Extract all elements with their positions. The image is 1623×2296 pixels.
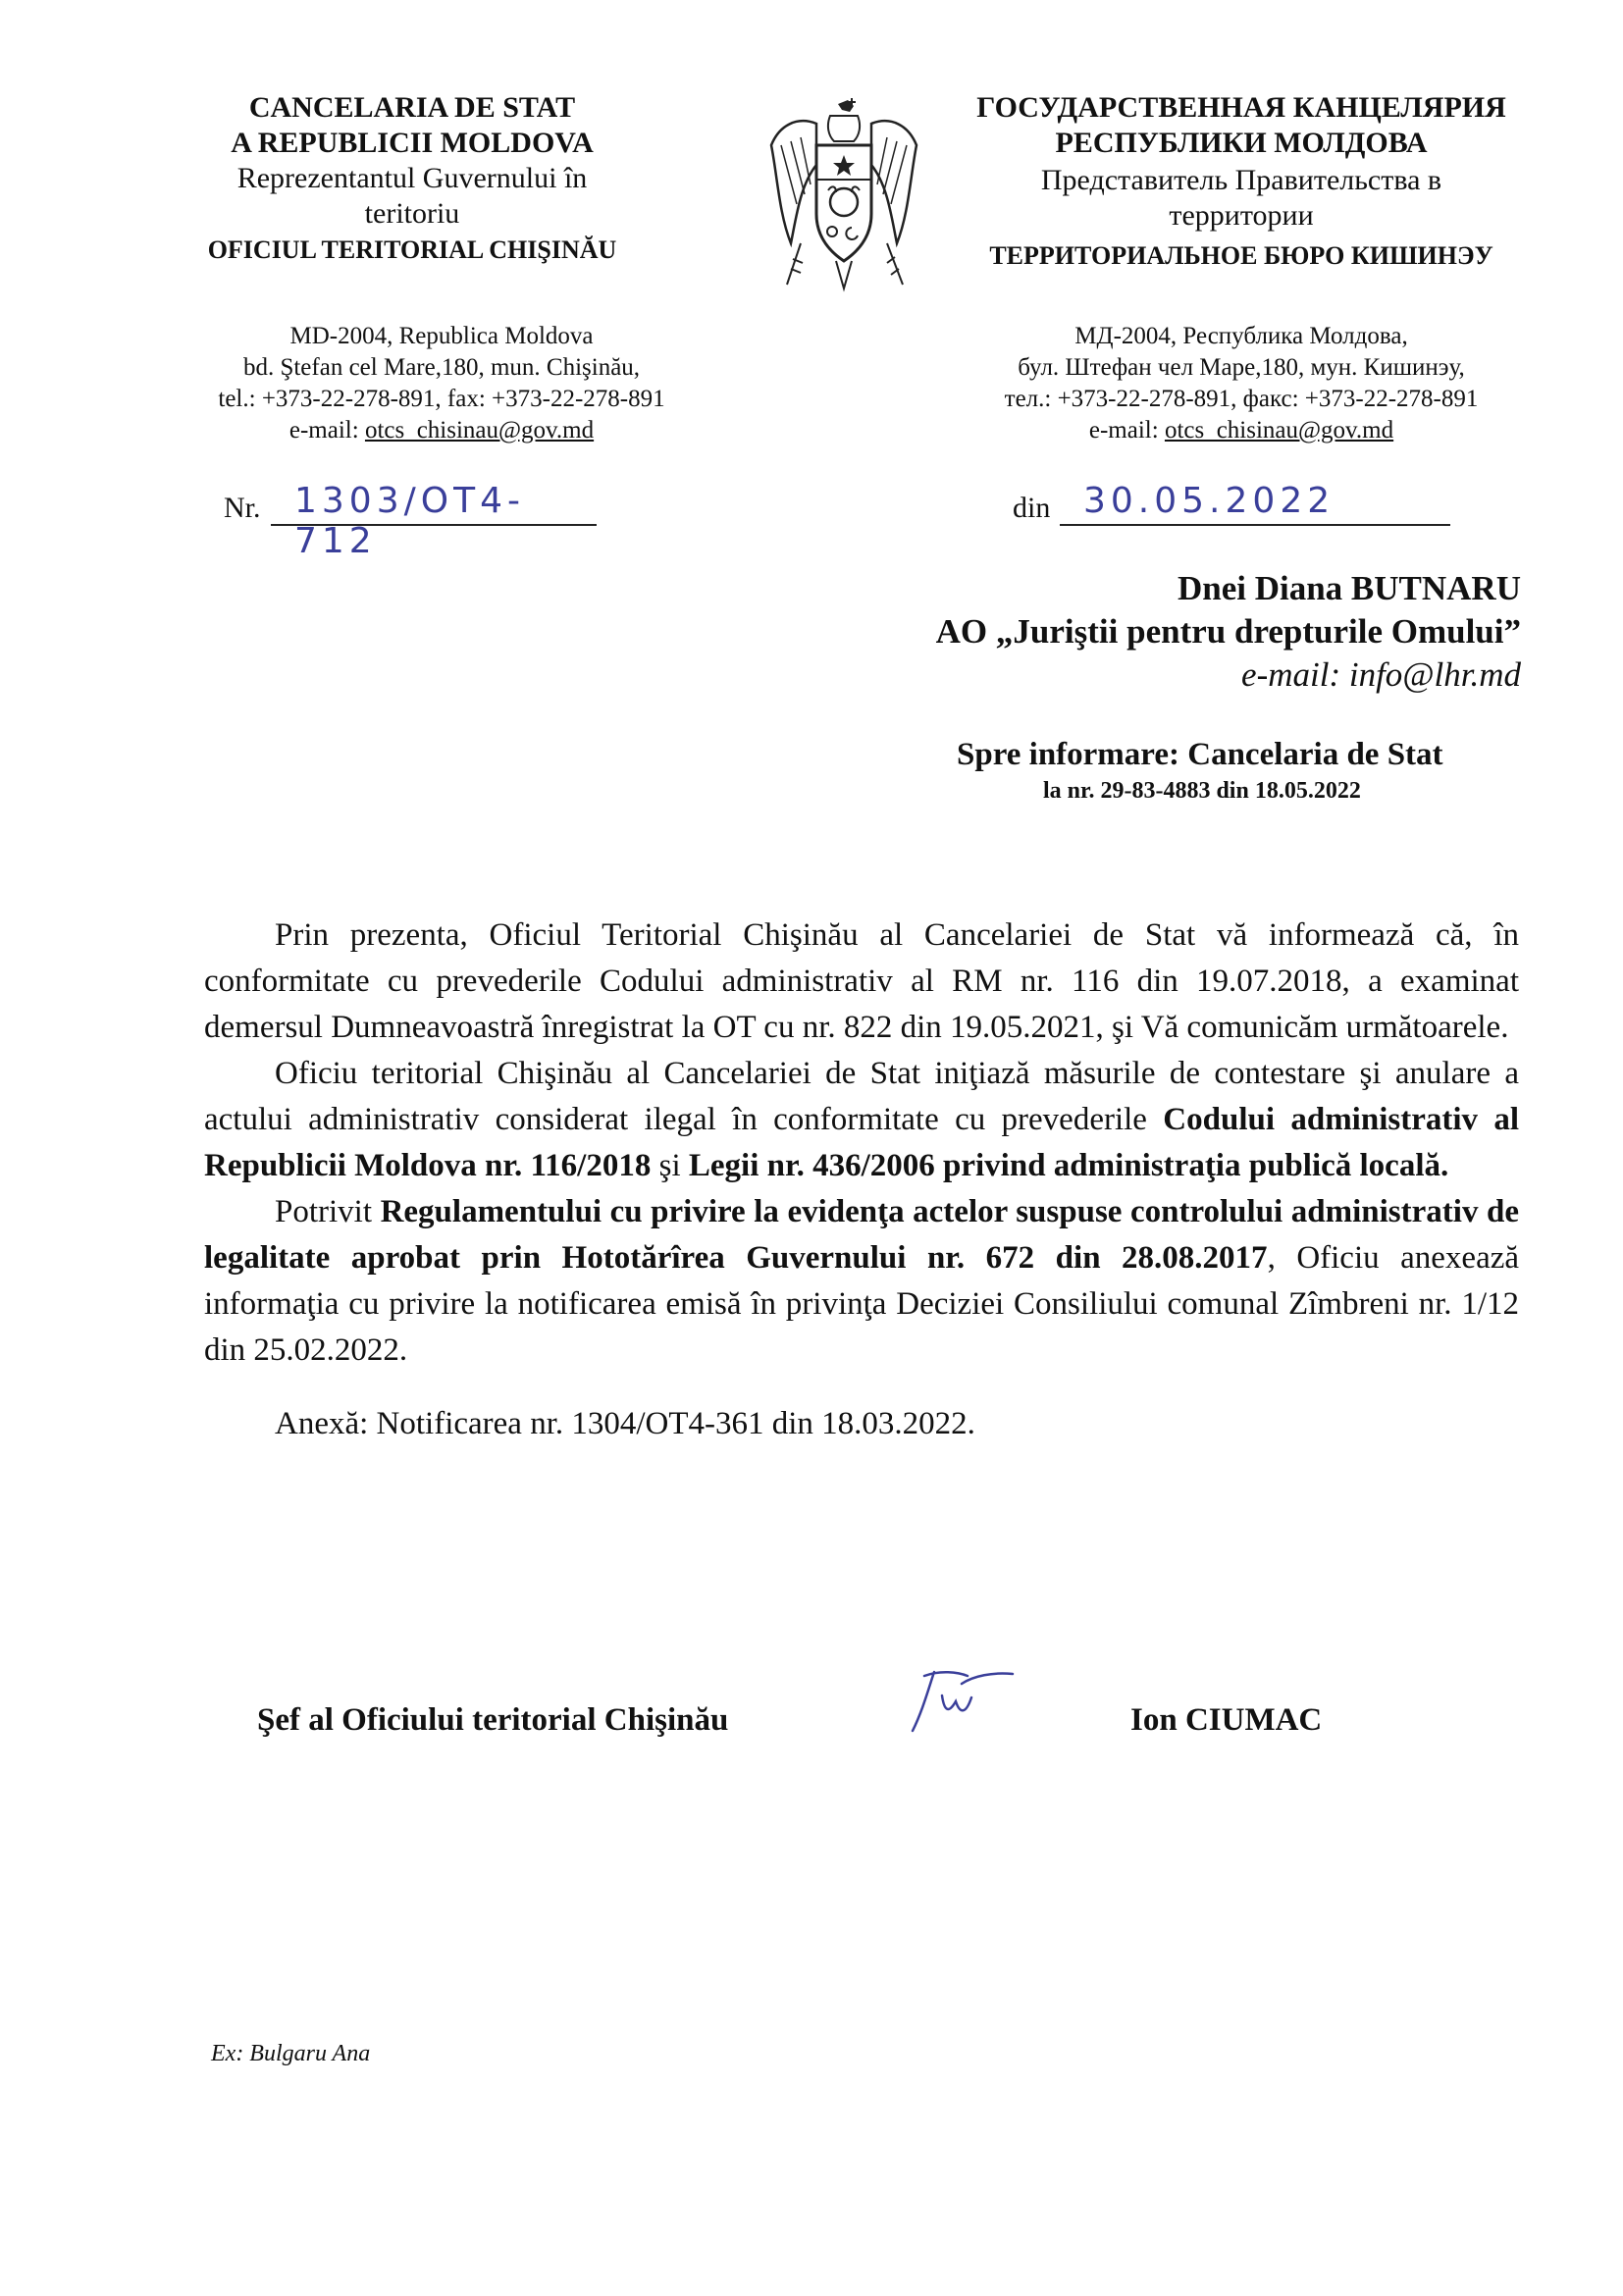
- email-label-ro: e-mail:: [288, 417, 365, 444]
- paragraph-3-bold-regulation: Regulamentului cu privire la evidenţa actelor suspuse controlului administrativ de legalitate aprobat prin Hototărîrea Guvernului nr. 672 din 28.08.2017: [204, 1194, 1519, 1276]
- letter-body: [204, 913, 1519, 1447]
- institution-country-ru: РЕСПУБЛИКИ МОЛДОВА: [1055, 127, 1428, 159]
- info-block: [957, 734, 1526, 807]
- address-ro-line2: bd. Ştefan cel Mare,180, mun. Chişinău,: [242, 354, 641, 381]
- office-name-ru: ТЕРРИТОРИАЛЬНОЕ БЮРО КИШИНЭУ: [989, 241, 1493, 270]
- paragraph-2: [204, 1051, 1519, 1189]
- header-left: [186, 90, 638, 265]
- address-ru-line2: бул. Штефан чел Маре,180, мун. Кишинэу,: [1018, 354, 1465, 381]
- coat-of-arms: [758, 96, 930, 292]
- signatory-name: Ion CIUMAC: [1130, 1702, 1323, 1738]
- address-ru-email-row: [967, 415, 1516, 446]
- handwritten-signature: [905, 1662, 1022, 1741]
- institution-role-ru-1: Представитель Правительства в: [1040, 164, 1442, 196]
- nr-value: 1303/OT4-712: [294, 481, 525, 561]
- executor-note: Ex: Bulgaru Ana: [211, 2041, 371, 2066]
- date-label: din: [1013, 492, 1051, 524]
- paragraph-3: [204, 1189, 1519, 1374]
- recipient-email: e-mail: info@lhr.md: [1241, 655, 1521, 694]
- address-ro-line3: tel.: +373-22-278-891, fax: +373-22-278-891: [218, 386, 665, 412]
- email-link-ro[interactable]: otcs_chisinau@gov.md: [364, 417, 595, 444]
- paragraph-3-text-a: Potrivit: [275, 1194, 381, 1229]
- address-ro: [186, 321, 697, 446]
- address-ru: [967, 321, 1516, 446]
- address-ru-line3: тел.: +373-22-278-891, факс: +373-22-278-891: [1004, 386, 1479, 412]
- nr-underline: [271, 524, 597, 526]
- info-ref: la nr. 29-83-4883 din 18.05.2022: [1043, 778, 1361, 804]
- address-ro-line1: MD-2004, Republica Moldova: [289, 323, 594, 349]
- institution-name-ru: ГОСУДАРСТВЕННАЯ КАНЦЕЛЯРИЯ: [976, 91, 1506, 124]
- reference-date: [1013, 481, 1450, 530]
- signature-title: Şef al Oficiului teritorial Chişinău: [257, 1702, 729, 1738]
- address-ru-line1: МД-2004, Республика Молдова,: [1074, 323, 1408, 349]
- reference-number: [224, 481, 597, 561]
- annex: Anexă: Notificarea nr. 1304/OT4-361 din 18.03.2022.: [275, 1406, 975, 1441]
- paragraph-3-text-c: , Oficiu anexează informaţia cu privire la notificarea emisă în privinţa Deciziei Consiliului comunal Zîmbreni nr. 1/12 din 25.02.2022.: [204, 1240, 1520, 1368]
- institution-role-ro: Reprezentantul Guvernului în teritoriu: [236, 162, 588, 230]
- paragraph-2-text-a: Oficiu teritorial Chişinău al Cancelariei de Stat iniţiază măsurile de contestare şi anulare a actului administrativ considerat ilegal în conformitate cu prevederile: [204, 1056, 1519, 1137]
- institution-name-ro: CANCELARIA DE STAT: [248, 91, 576, 124]
- recipient-block: [765, 567, 1521, 697]
- nr-label: Nr.: [224, 492, 261, 524]
- address-ro-email-row: [186, 415, 697, 446]
- paragraph-2-bold-code: Codului administrativ al Republicii Moldova nr. 116/2018: [204, 1102, 1519, 1183]
- office-name-ro: OFICIUL TERITORIAL CHIŞINĂU: [207, 235, 617, 264]
- institution-role-ru-2: территории: [1169, 199, 1314, 232]
- date-underline: [1060, 524, 1450, 526]
- paragraph-2-bold-law: Legii nr. 436/2006 privind administraţia publică locală.: [688, 1148, 1449, 1183]
- recipient-org: AO „Juriştii pentru drepturile Omului”: [935, 612, 1521, 651]
- paragraph-2-text-c: şi: [651, 1148, 689, 1183]
- recipient-name: Dnei Diana BUTNARU: [1177, 569, 1521, 607]
- paragraph-1: Prin prezenta, Oficiul Teritorial Chişinău al Cancelariei de Stat vă informează că, în conformitate cu prevederile Codului administrativ al RM nr. 116 din 19.07.2018, a examinat demersul Dumneavoastră înregistrat la OT cu nr. 822 din 19.05.2021, şi Vă comunicăm următoarele.: [204, 917, 1519, 1045]
- email-label-ru: e-mail:: [1088, 417, 1165, 444]
- info-line: Spre informare: Cancelaria de Stat: [957, 737, 1443, 772]
- header-right: [942, 90, 1541, 271]
- email-link-ru[interactable]: otcs_chisinau@gov.md: [1164, 417, 1394, 444]
- institution-country-ro: A REPUBLICII MOLDOVA: [231, 127, 594, 159]
- date-value: 30.05.2022: [1083, 481, 1335, 521]
